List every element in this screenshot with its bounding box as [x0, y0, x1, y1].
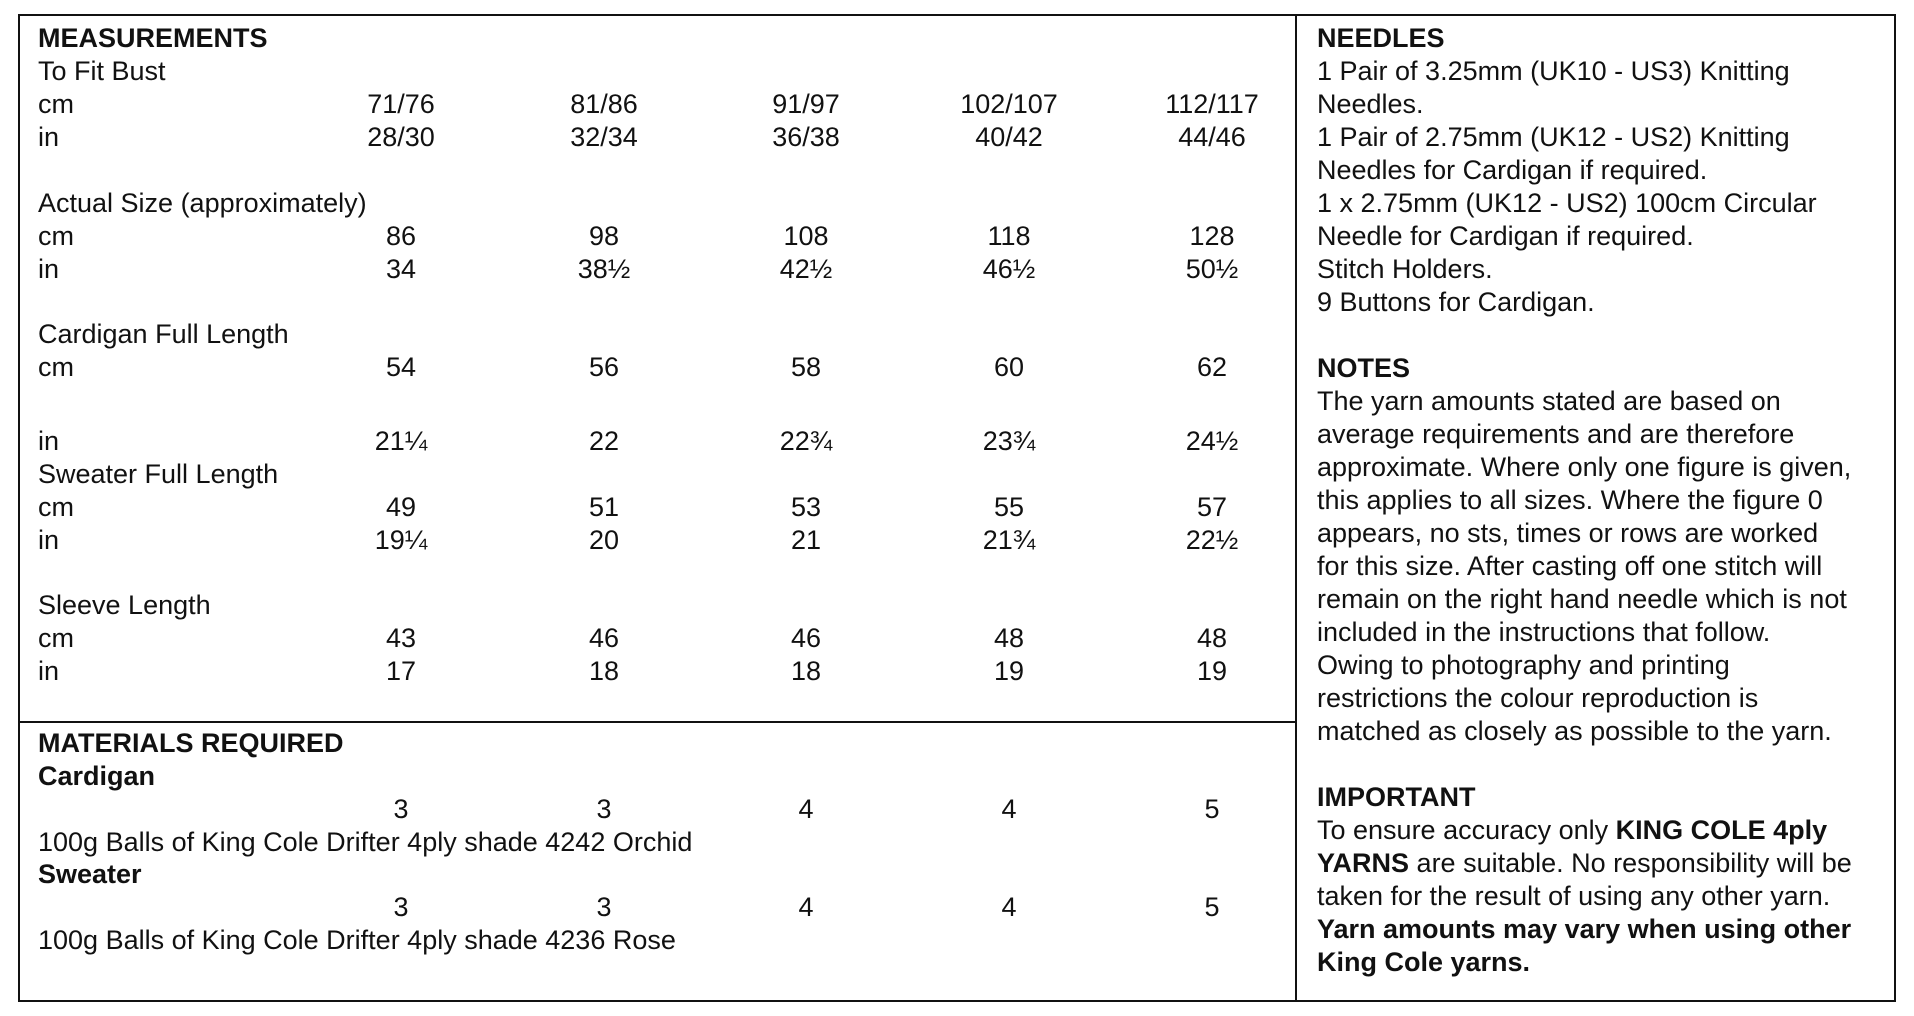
- actual-size-cm-value: 128: [1189, 221, 1235, 251]
- sweater-length-in-value: 20: [588, 525, 620, 555]
- cardigan-ball-count: 5: [1204, 794, 1220, 824]
- sweater-ball-count: 3: [596, 892, 612, 922]
- notes-text: [1317, 385, 1892, 748]
- sweater-label: Sweater: [38, 859, 142, 889]
- materials-title: MATERIALS REQUIRED: [38, 728, 344, 758]
- unit-label-cm: cm: [38, 89, 74, 119]
- measurements-title: MEASUREMENTS: [38, 23, 268, 53]
- cardigan-ball-count: 4: [1001, 794, 1017, 824]
- sleeve-length-in-value: 19: [1196, 656, 1228, 686]
- unit-label-in: in: [38, 525, 60, 555]
- brand-yarns: YARNS: [1317, 848, 1410, 878]
- important-line-3: taken for the result of using any other yarn.: [1317, 881, 1831, 911]
- cardigan-length-label: Cardigan Full Length: [38, 319, 289, 349]
- right-panel: [1317, 22, 1892, 979]
- sweater-length-in-value: 21¾: [982, 525, 1036, 555]
- important-line-1: To ensure accuracy only KING COLE 4ply: [1317, 815, 1828, 845]
- sleeve-length-label: Sleeve Length: [38, 590, 211, 620]
- notes-line: The yarn amounts stated are based on: [1317, 386, 1781, 416]
- notes-line: for this size. After casting off one stitch will: [1317, 551, 1823, 581]
- sweater-length-cm-value: 51: [588, 492, 620, 522]
- sweater-yarn-description: 100g Balls of King Cole Drifter 4ply shade 4236 Rose: [38, 925, 676, 955]
- sweater-length-cm-value: 49: [385, 492, 417, 522]
- to-fit-bust-label: To Fit Bust: [38, 56, 166, 86]
- cardigan-length-in-value: 24½: [1185, 426, 1239, 456]
- actual-size-in-value: 50½: [1185, 254, 1239, 284]
- unit-label-cm: cm: [38, 623, 74, 653]
- actual-size-cm-value: 98: [588, 221, 620, 251]
- sweater-ball-count: 4: [1001, 892, 1017, 922]
- brand-name: KING COLE 4ply: [1615, 815, 1828, 845]
- needles-line: Needles for Cardigan if required.: [1317, 155, 1708, 185]
- needles-line: Needle for Cardigan if required.: [1317, 221, 1694, 251]
- unit-label-cm: cm: [38, 352, 74, 382]
- notes-line: this applies to all sizes. Where the figure 0: [1317, 485, 1823, 515]
- notes-line: appears, no sts, times or rows are worked: [1317, 518, 1819, 548]
- unit-label-in: in: [38, 656, 60, 686]
- to-fit-bust-in-value: 32/34: [570, 122, 638, 152]
- to-fit-bust-cm-value: 81/86: [570, 89, 638, 119]
- notes-line: remain on the right hand needle which is not: [1317, 584, 1847, 614]
- actual-size-cm-value: 108: [783, 221, 829, 251]
- cardigan-length-in-value: 21¼: [374, 426, 428, 456]
- needles-line: Needles.: [1317, 89, 1424, 119]
- sweater-length-in-value: 22½: [1185, 525, 1239, 555]
- to-fit-bust-cm-value: 91/97: [772, 89, 840, 119]
- sweater-length-cm-value: 55: [993, 492, 1025, 522]
- to-fit-bust-cm-value: 102/107: [960, 89, 1058, 119]
- to-fit-bust-in-value: 44/46: [1178, 122, 1246, 152]
- actual-size-cm-value: 86: [385, 221, 417, 251]
- sweater-length-cm-value: 57: [1196, 492, 1228, 522]
- actual-size-in-value: 46½: [982, 254, 1036, 284]
- needles-line: 9 Buttons for Cardigan.: [1317, 287, 1595, 317]
- sleeve-length-cm-value: 46: [588, 623, 620, 653]
- actual-size-label: Actual Size (approximately): [38, 188, 367, 218]
- cardigan-ball-count: 3: [393, 794, 409, 824]
- sleeve-length-cm-value: 46: [790, 623, 822, 653]
- to-fit-bust-in-value: 36/38: [772, 122, 840, 152]
- sweater-length-cm-value: 53: [790, 492, 822, 522]
- actual-size-in-value: 42½: [779, 254, 833, 284]
- important-warning: [1317, 913, 1892, 979]
- to-fit-bust-cm-value: 71/76: [367, 89, 435, 119]
- notes-line: included in the instructions that follow.: [1317, 617, 1771, 647]
- notes-line: Owing to photography and printing: [1317, 650, 1730, 680]
- cardigan-length-cm-value: 60: [993, 352, 1025, 382]
- needles-title: NEEDLES: [1317, 23, 1445, 53]
- notes-title: NOTES: [1317, 353, 1411, 383]
- sweater-ball-count: 4: [798, 892, 814, 922]
- sweater-ball-count: 5: [1204, 892, 1220, 922]
- column-divider: [1295, 14, 1297, 1002]
- cardigan-label: Cardigan: [38, 761, 156, 791]
- cardigan-length-cm-value: 62: [1196, 352, 1228, 382]
- sleeve-length-in-value: 19: [993, 656, 1025, 686]
- to-fit-bust-in-value: 28/30: [367, 122, 435, 152]
- needles-line: 1 x 2.75mm (UK12 - US2) 100cm Circular: [1317, 188, 1817, 218]
- unit-label-cm: cm: [38, 492, 74, 522]
- sleeve-length-in-value: 18: [790, 656, 822, 686]
- sleeve-length-in-value: 18: [588, 656, 620, 686]
- needles-line: Stitch Holders.: [1317, 254, 1493, 284]
- important-title: IMPORTANT: [1317, 782, 1476, 812]
- unit-label-cm: cm: [38, 221, 74, 251]
- unit-label-in: in: [38, 254, 60, 284]
- section-divider: [18, 721, 1297, 723]
- cardigan-length-in-value: 22: [588, 426, 620, 456]
- unit-label-in: in: [38, 426, 60, 456]
- sweater-length-in-value: 21: [790, 525, 822, 555]
- sweater-length-in-value: 19¼: [374, 525, 428, 555]
- to-fit-bust-in-value: 40/42: [975, 122, 1043, 152]
- important-bold-line: King Cole yarns.: [1317, 947, 1531, 977]
- important-bold-line: Yarn amounts may vary when using other: [1317, 914, 1852, 944]
- needles-line: 1 Pair of 3.25mm (UK10 - US3) Knitting: [1317, 56, 1790, 86]
- sweater-ball-count: 3: [393, 892, 409, 922]
- important-line-2: YARNS are suitable. No responsibility will be: [1317, 848, 1852, 878]
- cardigan-ball-count: 3: [596, 794, 612, 824]
- unit-label-in: in: [38, 122, 60, 152]
- cardigan-length-cm-value: 56: [588, 352, 620, 382]
- cardigan-length-cm-value: 54: [385, 352, 417, 382]
- cardigan-length-in-value: 22¾: [779, 426, 833, 456]
- actual-size-in-value: 38½: [577, 254, 631, 284]
- cardigan-yarn-description: 100g Balls of King Cole Drifter 4ply shade 4242 Orchid: [38, 827, 693, 857]
- notes-line: restrictions the colour reproduction is: [1317, 683, 1759, 713]
- sleeve-length-cm-value: 43: [385, 623, 417, 653]
- to-fit-bust-cm-value: 112/117: [1165, 89, 1259, 119]
- cardigan-ball-count: 4: [798, 794, 814, 824]
- sleeve-length-in-value: 17: [385, 656, 417, 686]
- needles-line: 1 Pair of 2.75mm (UK12 - US2) Knitting: [1317, 122, 1790, 152]
- notes-line: average requirements and are therefore: [1317, 419, 1795, 449]
- cardigan-length-in-value: 23¾: [982, 426, 1036, 456]
- notes-line: matched as closely as possible to the yarn.: [1317, 716, 1832, 746]
- notes-line: approximate. Where only one figure is given,: [1317, 452, 1852, 482]
- sleeve-length-cm-value: 48: [1196, 623, 1228, 653]
- actual-size-cm-value: 118: [987, 221, 1031, 251]
- cardigan-length-cm-value: 58: [790, 352, 822, 382]
- actual-size-in-value: 34: [385, 254, 417, 284]
- needles-list: [1317, 55, 1892, 319]
- sleeve-length-cm-value: 48: [993, 623, 1025, 653]
- sweater-length-label: Sweater Full Length: [38, 459, 279, 489]
